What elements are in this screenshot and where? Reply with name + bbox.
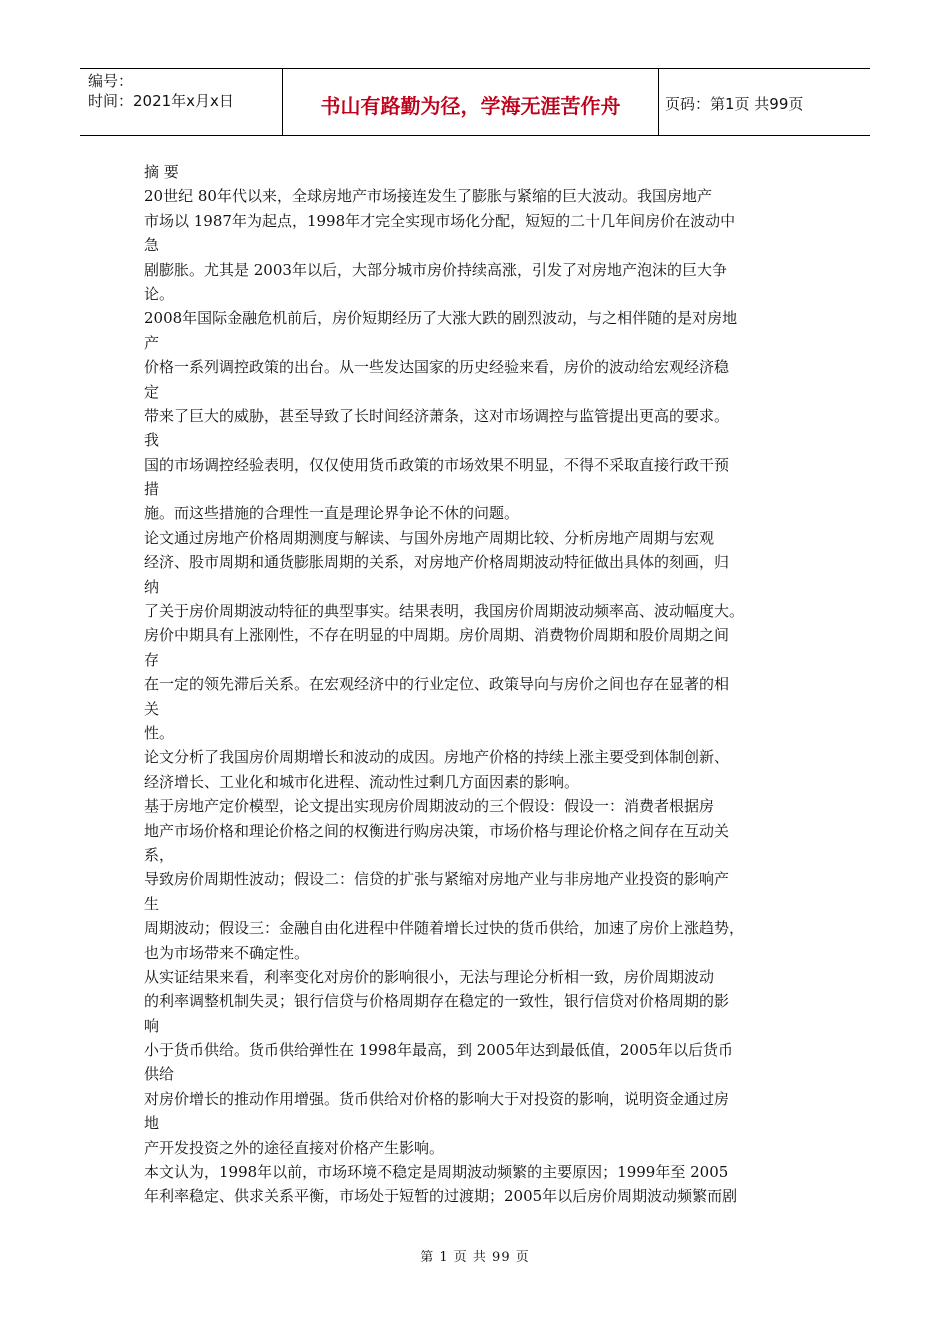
page-footer: 第 1 页 共 99 页 [420,1250,530,1265]
body-line: 关 [144,699,160,718]
header-motto: 书山有路勤为径，学海无涯苦作舟 [283,69,659,135]
body-line: 年利率稳定、供求关系平衡，市场处于短暂的过渡期；2005年以后房价周期波动频繁而剧 [144,1187,738,1206]
body-line: 也为市场带来不确定性。 [144,943,310,962]
body-line: 急 [144,236,160,255]
body-line: 性。 [144,723,175,742]
body-line: 地 [144,1114,160,1133]
body-line: 摘 要 [144,163,179,181]
body-line: 从实证结果来看，利率变化对房价的影响很小，无法与理论分析相一致，房价周期波动 [144,967,715,986]
body-line: 经济增长、工业化和城市化进程、流动性过剩几方面因素的影响。 [144,772,580,791]
body-line: 系， [144,845,175,864]
body-line: 基于房地产定价模型，论文提出实现房价周期波动的三个假设：假设一：消费者根据房 [144,797,715,816]
document-date: 时间：2021年x月x日 [88,92,234,110]
body-line: 经济、股市周期和通货膨胀周期的关系，对房地产价格周期波动特征做出具体的刻画，归 [144,553,730,572]
body-line: 我 [144,431,160,450]
body-line: 本文认为，1998年以前，市场环境不稳定是周期波动频繁的主要原因；1999年至 2005 [144,1163,729,1182]
body-line: 20世纪 80年代以来，全球房地产市场接连发生了膨胀与紧缩的巨大波动。我国房地产 [144,187,712,206]
body-line: 存 [144,650,160,669]
body-line: 论文通过房地产价格周期测度与解读、与国外房地产周期比较、分析房地产周期与宏观 [144,528,715,547]
document-number-label: 编号： [88,72,134,90]
page-header [80,68,870,136]
body-line: 剧膨胀。尤其是 2003年以后，大部分城市房价持续高涨，引发了对房地产泡沫的巨大争 [144,260,727,279]
body-line: 国的市场调控经验表明，仅仅使用货币政策的市场效果不明显，不得不采取直接行政干预 [144,455,730,474]
body-line: 市场以 1987年为起点，1998年才完全实现市场化分配，短短的二十几年间房价在波动中 [144,211,736,230]
body-line: 定 [144,382,160,401]
body-line: 生 [144,894,160,913]
body-line: 带来了巨大的威胁，甚至导致了长时间经济萧条，这对市场调控与监管提出更高的要求。 [144,406,730,425]
body-line: 周期波动；假设三：金融自由化进程中伴随着增长过快的货币供给，加速了房价上涨趋势， [144,919,745,938]
body-line: 论文分析了我国房价周期增长和波动的成因。房地产价格的持续上涨主要受到体制创新、 [144,748,730,767]
header-meta [80,69,283,135]
body-line: 产 [144,333,160,352]
body-line: 措 [144,480,160,499]
body-line: 供给 [144,1065,175,1084]
body-line: 论。 [144,284,175,303]
body-line: 对房价增长的推动作用增强。货币供给对价格的影响大于对投资的影响，说明资金通过房 [144,1089,730,1108]
document-body [144,160,812,1209]
body-line: 导致房价周期性波动；假设二：信贷的扩张与紧缩对房地产业与非房地产业投资的影响产 [144,870,730,889]
body-line: 小于货币供给。货币供给弹性在 1998年最高，到 2005年达到最低值，2005年以后货币 [144,1041,734,1060]
body-line: 2008年国际金融危机前后，房价短期经历了大涨大跌的剧烈波动，与之相伴随的是对房地 [144,309,738,328]
body-line: 的利率调整机制失灵；银行信贷与价格周期存在稳定的一致性，银行信贷对价格周期的影 [144,992,730,1011]
body-line: 价格一系列调控政策的出台。从一些发达国家的历史经验来看，房价的波动给宏观经济稳 [144,358,730,377]
header-page-info: 页码：第1页 共99页 [665,94,804,113]
body-line: 响 [144,1016,160,1035]
body-line: 了关于房价周期波动特征的典型事实。结果表明，我国房价周期波动频率高、波动幅度大。 [144,602,745,621]
body-line: 施。而这些措施的合理性一直是理论界争论不休的问题。 [144,504,520,523]
body-line: 地产市场价格和理论价格之间的权衡进行购房决策，市场价格与理论价格之间存在互动关 [144,821,730,840]
body-line: 纳 [144,577,160,596]
body-line: 产开发投资之外的途径直接对价格产生影响。 [144,1138,445,1157]
body-line: 在一定的领先滞后关系。在宏观经济中的行业定位、政策导向与房价之间也存在显著的相 [144,675,730,694]
body-line: 房价中期具有上涨刚性，不存在明显的中周期。房价周期、消费物价周期和股价周期之间 [144,626,730,645]
